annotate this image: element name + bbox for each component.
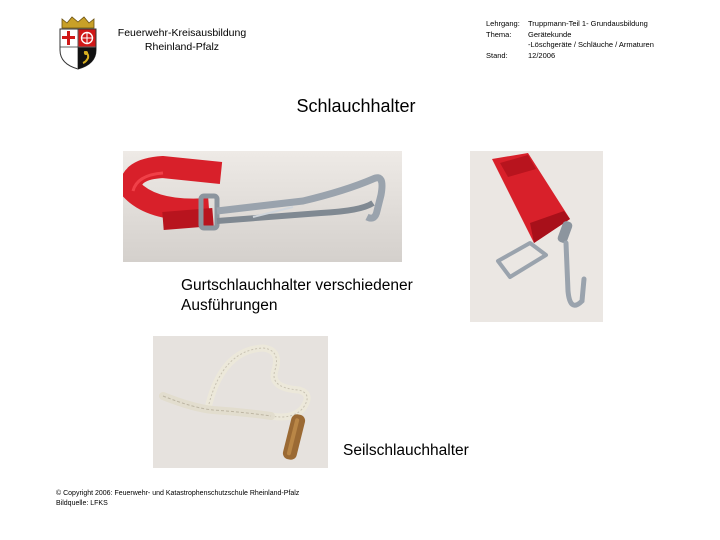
stand-value: 12/2006 bbox=[528, 50, 556, 60]
photo-gurtschlauchhalter-2 bbox=[470, 151, 603, 322]
footer-copyright: © Copyright 2006: Feuerwehr- und Katastrophenschutzschule Rheinland-Pfalz bbox=[56, 490, 300, 497]
organization-name bbox=[112, 26, 252, 54]
footer-source: Bildquelle: LFKS bbox=[56, 499, 108, 507]
lehrgang-label: Lehrgang: bbox=[486, 19, 520, 28]
caption-seilschlauchhalter: Seilschlauchhalter bbox=[343, 442, 469, 459]
coat-of-arms-logo bbox=[56, 14, 100, 70]
organization-line-2: Rheinland-Pfalz bbox=[144, 41, 220, 53]
page-title: Schlauchhalter bbox=[296, 96, 416, 116]
thema-value-1: Gerätekunde bbox=[528, 29, 572, 39]
stand-label: Stand: bbox=[486, 50, 508, 60]
caption-gurtschlauchhalter bbox=[181, 276, 471, 316]
course-meta bbox=[486, 19, 712, 61]
thema-value-2: -Löschgeräte / Schläuche / Armaturen bbox=[528, 40, 654, 49]
lehrgang-value: Truppmann-Teil 1- Grundausbildung bbox=[528, 19, 648, 28]
caption-gurt-line-1: Gurtschlauchhalter verschiedener bbox=[181, 277, 413, 294]
caption-gurt-line-2: Ausführungen bbox=[181, 297, 278, 314]
photo-gurtschlauchhalter-1 bbox=[123, 151, 402, 262]
thema-label: Thema: bbox=[486, 29, 512, 39]
organization-line-1: Feuerwehr-Kreisausbildung bbox=[117, 27, 247, 39]
photo-seilschlauchhalter bbox=[153, 336, 328, 468]
footer bbox=[56, 489, 386, 508]
